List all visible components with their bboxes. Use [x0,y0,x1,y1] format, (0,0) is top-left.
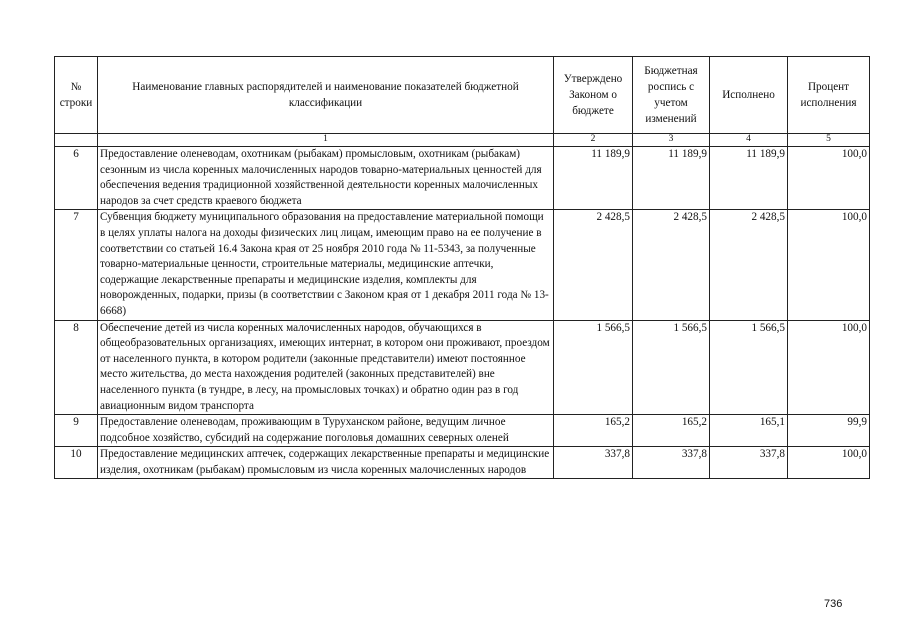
column-number: 4 [710,134,788,147]
row-number: 7 [55,210,98,320]
row-name: Предоставление медицинских аптечек, содержащих лекарственные препараты и медицинские изделия, охотникам (рыбакам) промысловым из числа коренных малочисленных народов [98,447,554,479]
header-name: Наименование главных распорядителей и наименование показателей бюджетной классификации [98,57,554,134]
row-revised: 1 566,5 [633,320,710,415]
column-number: 5 [788,134,870,147]
table-row [55,147,870,210]
header-approved: Утверждено Законом о бюджете [554,57,633,134]
row-name: Предоставление оленеводам, проживающим в Туруханском районе, ведущим личное подсобное хозяйство, субсидий на содержание поголовья домашних северных оленей [98,415,554,447]
row-approved: 165,2 [554,415,633,447]
row-approved: 1 566,5 [554,320,633,415]
row-percent: 100,0 [788,320,870,415]
row-approved: 337,8 [554,447,633,479]
table-header-row [55,57,870,134]
table-row [55,210,870,320]
row-executed: 1 566,5 [710,320,788,415]
column-number: 1 [98,134,554,147]
header-revised: Бюджетная роспись с учетом изменений [633,57,710,134]
header-row-number: № строки [55,57,98,134]
header-executed: Исполнено [710,57,788,134]
row-name: Предоставление оленеводам, охотникам (рыбакам) промысловым, охотникам (рыбакам) сезонным из числа коренных малочисленных народов товарно-материальных ценностей для обеспечения ведения традиционной хозяйственной деятельности коренных малочисленных народов за счет средств краевого бюджета [98,147,554,210]
row-percent: 100,0 [788,147,870,210]
row-number: 9 [55,415,98,447]
row-number: 10 [55,447,98,479]
row-approved: 2 428,5 [554,210,633,320]
row-revised: 337,8 [633,447,710,479]
row-name: Обеспечение детей из числа коренных малочисленных народов, обучающихся в общеобразовательных организациях, имеющих интернат, в котором они проживают, проездом от населенного пункта, в котором родители (законные представители) имеют постоянное место жительства, до места нахождения родителей (законных представителей) вне населенного пункта (в тундре, в лесу, на промысловых точках) и обратно один раз в год авиационным видом транспорта [98,320,554,415]
table-row [55,320,870,415]
page-number: 736 [824,598,843,610]
row-name: Субвенция бюджету муниципального образования на предоставление материальной помощи в целях уплаты налога на доходы физических лиц лицам, имеющим право на ее получение в соответствии со статьей 16.4 Закона края от 25 ноября 2010 года № 11-5343, за полученные товарно-материальные ценности, строительные материалы, медицинские аптечки, содержащие лекарственные препараты и медицинские изделия, комплекты для новорожденных, подарки, призы (в соответствии с Законом края от 1 декабря 2011 года № 13-6668) [98,210,554,320]
column-number: 3 [633,134,710,147]
row-revised: 2 428,5 [633,210,710,320]
row-percent: 99,9 [788,415,870,447]
column-number: 2 [554,134,633,147]
row-percent: 100,0 [788,210,870,320]
column-number-row [55,134,870,147]
table-row [55,415,870,447]
row-executed: 337,8 [710,447,788,479]
column-number [55,134,98,147]
row-executed: 11 189,9 [710,147,788,210]
row-number: 8 [55,320,98,415]
row-executed: 2 428,5 [710,210,788,320]
budget-execution-table [54,56,870,479]
row-number: 6 [55,147,98,210]
row-revised: 11 189,9 [633,147,710,210]
row-executed: 165,1 [710,415,788,447]
row-revised: 165,2 [633,415,710,447]
row-approved: 11 189,9 [554,147,633,210]
table-row [55,447,870,479]
row-percent: 100,0 [788,447,870,479]
header-percent: Процент исполнения [788,57,870,134]
